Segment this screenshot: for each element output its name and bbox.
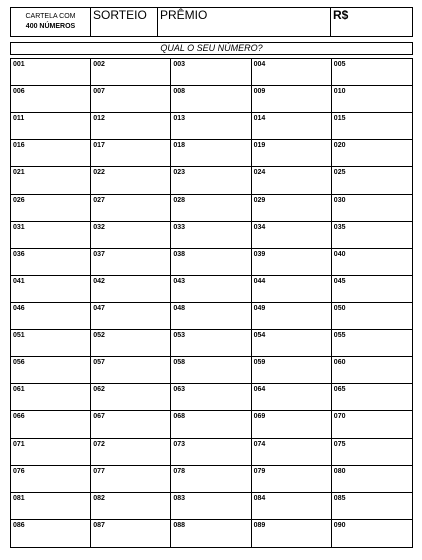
number-cell[interactable]: 060 [332, 357, 412, 384]
number-cell[interactable]: 026 [11, 195, 91, 222]
number-cell[interactable]: 043 [171, 276, 251, 303]
number-cell[interactable]: 014 [252, 113, 332, 140]
number-cell[interactable]: 003 [171, 59, 251, 86]
number-cell[interactable]: 057 [91, 357, 171, 384]
number-cell[interactable]: 075 [332, 439, 412, 466]
number-cell[interactable]: 059 [252, 357, 332, 384]
number-cell[interactable]: 088 [171, 520, 251, 547]
number-cell[interactable]: 031 [11, 222, 91, 249]
number-cell[interactable]: 063 [171, 384, 251, 411]
number-cell[interactable]: 037 [91, 249, 171, 276]
number-cell[interactable]: 087 [91, 520, 171, 547]
number-cell[interactable]: 086 [11, 520, 91, 547]
cartela-line2: 400 NÚMEROS [25, 23, 76, 30]
number-cell[interactable]: 066 [11, 411, 91, 438]
number-cell[interactable]: 082 [91, 493, 171, 520]
number-cell[interactable]: 068 [171, 411, 251, 438]
number-cell[interactable]: 052 [91, 330, 171, 357]
number-cell[interactable]: 071 [11, 439, 91, 466]
number-cell[interactable]: 027 [91, 195, 171, 222]
rs-field[interactable] [331, 8, 412, 36]
number-cell[interactable]: 051 [11, 330, 91, 357]
number-cell[interactable]: 034 [252, 222, 332, 249]
number-cell[interactable]: 006 [11, 86, 91, 113]
number-cell[interactable]: 015 [332, 113, 412, 140]
number-cell[interactable]: 007 [91, 86, 171, 113]
sorteio-field[interactable] [91, 8, 158, 36]
number-cell[interactable]: 025 [332, 167, 412, 194]
number-cell[interactable]: 020 [332, 140, 412, 167]
number-cell[interactable]: 047 [91, 303, 171, 330]
number-cell[interactable]: 017 [91, 140, 171, 167]
number-cell[interactable]: 072 [91, 439, 171, 466]
number-cell[interactable]: 029 [252, 195, 332, 222]
number-cell[interactable]: 036 [11, 249, 91, 276]
number-cell[interactable]: 081 [11, 493, 91, 520]
number-cell[interactable]: 078 [171, 466, 251, 493]
number-cell[interactable]: 058 [171, 357, 251, 384]
number-cell[interactable]: 030 [332, 195, 412, 222]
number-cell[interactable]: 085 [332, 493, 412, 520]
number-cell[interactable]: 089 [252, 520, 332, 547]
number-cell[interactable]: 032 [91, 222, 171, 249]
number-cell[interactable]: 065 [332, 384, 412, 411]
number-cell[interactable]: 045 [332, 276, 412, 303]
header-table [10, 7, 413, 37]
number-cell[interactable]: 004 [252, 59, 332, 86]
number-cell[interactable]: 090 [333, 521, 346, 529]
number-cell[interactable]: 061 [11, 384, 91, 411]
number-cell[interactable]: 073 [171, 439, 251, 466]
number-cell[interactable]: 011 [11, 113, 91, 140]
number-cell[interactable]: 009 [252, 86, 332, 113]
number-cell[interactable]: 055 [332, 330, 412, 357]
number-cell[interactable]: 016 [11, 140, 91, 167]
number-cell[interactable]: 019 [252, 140, 332, 167]
number-cell[interactable]: 033 [171, 222, 251, 249]
question-banner [10, 42, 413, 55]
number-cell[interactable]: 080 [332, 466, 412, 493]
number-cell[interactable]: 053 [171, 330, 251, 357]
number-cell[interactable]: 069 [252, 411, 332, 438]
number-cell[interactable]: 039 [252, 249, 332, 276]
number-cell[interactable]: 040 [332, 249, 412, 276]
number-cell[interactable]: 062 [91, 384, 171, 411]
number-cell[interactable]: 038 [171, 249, 251, 276]
number-cell[interactable]: 013 [171, 113, 251, 140]
number-cell[interactable]: 074 [252, 439, 332, 466]
number-cell[interactable]: 035 [332, 222, 412, 249]
number-cell[interactable]: 084 [252, 493, 332, 520]
number-cell[interactable]: 076 [11, 466, 91, 493]
number-cell[interactable]: 008 [171, 86, 251, 113]
number-cell[interactable]: 067 [91, 411, 171, 438]
number-cell[interactable]: 018 [171, 140, 251, 167]
number-cell[interactable]: 041 [11, 276, 91, 303]
number-cell[interactable]: 024 [252, 167, 332, 194]
number-cell[interactable]: 023 [171, 167, 251, 194]
number-grid [10, 58, 413, 548]
number-cell[interactable]: 012 [91, 113, 171, 140]
cartela-line1: CARTELA COM [25, 13, 76, 20]
number-cell[interactable]: 064 [252, 384, 332, 411]
number-cell[interactable]: 077 [91, 466, 171, 493]
number-cell[interactable]: 005 [332, 59, 412, 86]
sorteio-label: SORTEIO [93, 8, 147, 22]
number-cell[interactable]: 056 [11, 357, 91, 384]
number-cell[interactable]: 042 [91, 276, 171, 303]
premio-field[interactable] [158, 8, 331, 36]
number-cell[interactable]: 001 [11, 59, 91, 86]
number-cell[interactable]: 054 [252, 330, 332, 357]
number-cell[interactable]: 049 [252, 303, 332, 330]
premio-label: PRÊMIO [160, 8, 208, 22]
number-cell[interactable]: 022 [91, 167, 171, 194]
number-cell[interactable]: 070 [332, 411, 412, 438]
number-cell[interactable]: 079 [252, 466, 332, 493]
number-cell[interactable]: 083 [171, 493, 251, 520]
number-cell[interactable]: 002 [91, 59, 171, 86]
cartela-cell [11, 8, 91, 36]
number-cell[interactable]: 021 [11, 167, 91, 194]
number-cell[interactable]: 028 [171, 195, 251, 222]
number-cell[interactable]: 048 [171, 303, 251, 330]
number-cell[interactable]: 046 [11, 303, 91, 330]
question-text: QUAL O SEU NÚMERO? [160, 43, 263, 53]
number-cell[interactable]: 010 [332, 86, 412, 113]
number-cell[interactable]: 050 [332, 303, 412, 330]
rs-label: R$ [333, 8, 349, 22]
number-cell[interactable]: 044 [252, 276, 332, 303]
